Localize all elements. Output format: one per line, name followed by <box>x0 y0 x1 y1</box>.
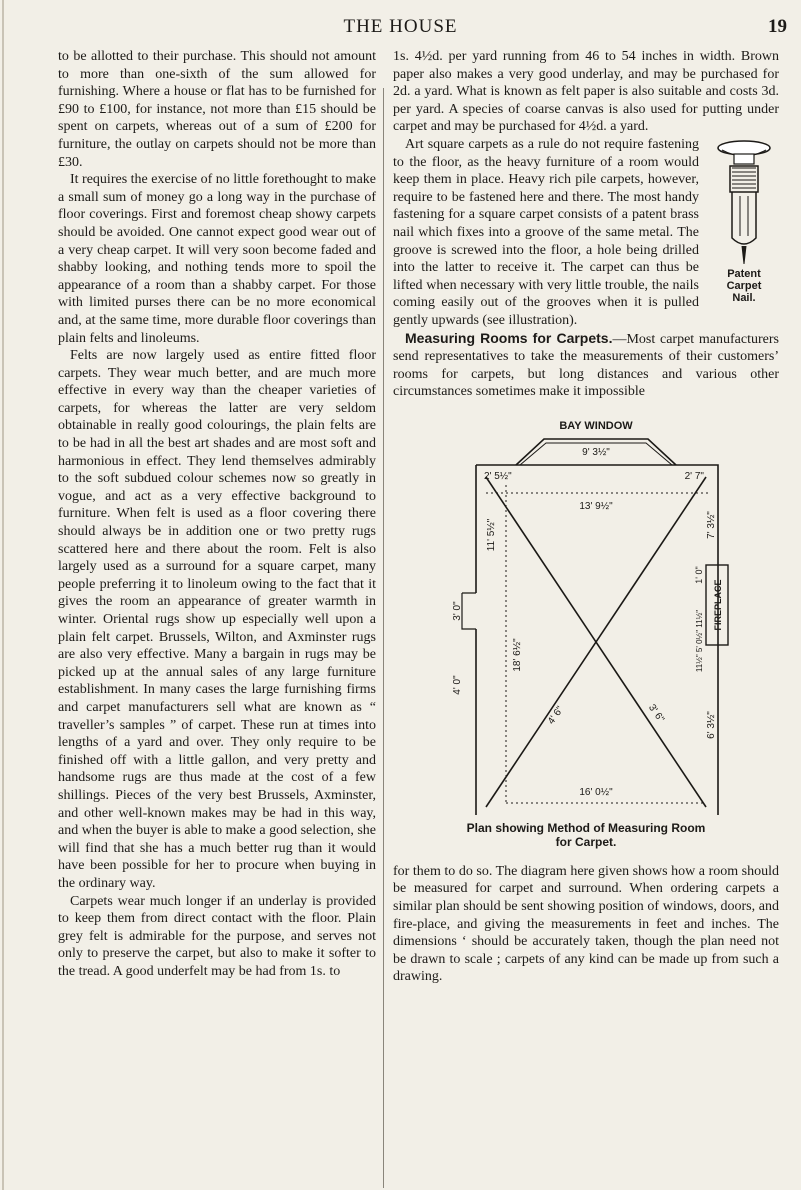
column-divider <box>383 88 384 1188</box>
nail-caption-line: Nail. <box>732 291 756 304</box>
room-measurement-plan <box>436 415 736 815</box>
paragraph: It requires the exercise of no little forethought to make a small sum of money go a long way in the purchase of floor coverings. First and foremost cheap showy carpets should be avoided. One cannot expect good wear out of a very cheap carpet. It will very soon become faded and shabby looking, and nothing tends more to spoil the appearance of a room than a shabby carpet. For those with limited purses there can be no more economical and, at the same time, more durable floor coverings than plain felts and linoleums. <box>58 172 376 346</box>
nail-caption-line: Carpet <box>726 279 762 292</box>
door-lower-label: 4' 0" <box>452 675 463 695</box>
right-column <box>393 48 779 986</box>
bay-window-label: BAY WINDOW <box>559 419 633 432</box>
fireplace-a-label: 1' 0" <box>694 566 704 584</box>
door-upper-label: 3' 0" <box>452 601 463 621</box>
caption-line: Plan showing Method of Measuring Room <box>466 820 706 835</box>
room-plan-figure <box>393 415 779 849</box>
caption-line: for Carpet. <box>555 834 617 849</box>
paragraph: Carpets wear much longer if an underlay is provided to keep them from direct contact with the floor. Plain grey felt is admirable for the purpose, and serves not only to preserve the carpet, but also to make it softer to the tread. A good underfelt may be had from 1s. to <box>58 893 376 979</box>
paragraph-text: —Most carpet manufacturers send representatives to take the measurements of their customers’ rooms for carpets, but long distances and various other circumstances sometimes make it impossible <box>393 331 779 400</box>
page-header <box>0 12 801 42</box>
corner-label: 2' 5½" <box>484 470 512 482</box>
carpet-nail-illustration <box>714 138 774 268</box>
diagonal-b-label: 3' 6" <box>645 702 667 725</box>
door-outline <box>462 593 476 629</box>
paragraph: 1s. 4½d. per yard running from 46 to 54 inches in width. Brown paper also makes a very good underlay, and may be purchased for 2d. a yard. What is known as felt paper is also suitable and costs 3d. per yard. A species of coarse canvas is also used for putting under carpet and may be purchased for 4½d. a yard. <box>393 49 779 135</box>
bay-width-label: 9' 3½" <box>582 446 610 458</box>
left-column <box>58 48 376 980</box>
page-number: 19 <box>768 16 787 37</box>
patent-nail-figure <box>709 138 779 304</box>
page-edge-rule <box>2 0 4 1190</box>
top-right-label: 2' 7" <box>684 470 704 482</box>
running-title: THE HOUSE <box>343 16 458 37</box>
paragraph: to be allotted to their purchase. This should not amount to more than one-sixth of the sum allowed for furnishing. Where a house or flat has to be furnished for £90 to £100, for instance, not more than £15 should be spent on carpets, whereas out of a sum of £200 for furniture, the outlay on carpets should not be more than £30. <box>58 49 376 170</box>
paragraph: for them to do so. The diagram here given shows how a room should be measured for carpet and surround. When ordering carpets a similar plan should be sent showing position of windows, doors, and fire-place, and giving the measurements in feet and inches. The dimensions ‘ should be accurately taken, though the plan need not be drawn to scale ; carpets of any kind can be made up from such a drawing. <box>393 863 779 985</box>
figure-caption <box>393 821 779 849</box>
paragraph: Felts are now largely used as entire fitted floor carpets. They wear much better, and are much more effective in every way than the cheaper varieties of carpets, for whereas the latter are very seldom obtainable in really good colourings, the plain felts are to be had in all the best art shades and are most soft and harmonious in effect. They lend themselves admirably to the soft subdued colour schemes now so greatly in vogue, and act as a very effective background to furniture. When felt is used as a floor covering there should always be in addition one or two pretty rugs scattered here and there about the room. Felt is also largely used as a surround for a square carpet, many people preferring it to linoleum owing to the fact that it gives the room an appearance of greater warmth in winter. Oriental rugs show up especially well upon a plain felt carpet. Brussels, Wilton, and Axminster rugs are also very effective. Many a bargain in rugs may be picked up at the annual sales of any large furniture establishment. In many cases the large furnishing firms and carpet manufacturers sell what are known as “ traveller’s samples ” of carpet. These run at times into lengths of a yard and over. They only require to be finished off with a little gallon, and very pretty and handsome rugs are thus made at the cost of a few shillings. Pieces of the very best Brussels, Axminster, and other well-known makes may be had in this way, and when the buyer is able to make a good selection, she will find that she has a much better rug than it would have been possible for her to procure when buying in the ordinary way. <box>58 348 377 891</box>
inner-height-label: 18' 6½" <box>512 638 523 672</box>
right-upper-label: 7' 3½" <box>706 511 717 539</box>
left-height-label: 11' 5½" <box>486 518 497 552</box>
diagonal-a-label: 4' 6" <box>545 704 567 727</box>
nail-caption-line: Patent <box>727 267 761 280</box>
paragraph: Art square carpets as a rule do not require fastening to the floor, as the heavy furniture of a room would keep them in place. Heavy rich pile carpets, however, require to be fastened here and there. The most handy fastening for a square carpet consists of a patent brass nail which fixes into a groove of the same metal. The groove is screwed into the floor, a hole being drilled into the latter to receive it. The carpet can thus be lifted when necessary with very little trouble, the nails coming easily out of the grooves when it is pulled gently upwards (see illustration). <box>393 136 699 328</box>
right-lower-label: 6' 3½" <box>706 711 717 739</box>
bottom-width-label: 16' 0½" <box>579 786 613 798</box>
fireplace-label: FIREPLACE <box>713 579 723 631</box>
inner-width-label: 13' 9½" <box>579 500 613 512</box>
fireplace-b-label: 11½" 5' 0½" 11½" <box>695 609 704 672</box>
section-heading: Measuring Rooms for Carpets. <box>405 329 613 346</box>
